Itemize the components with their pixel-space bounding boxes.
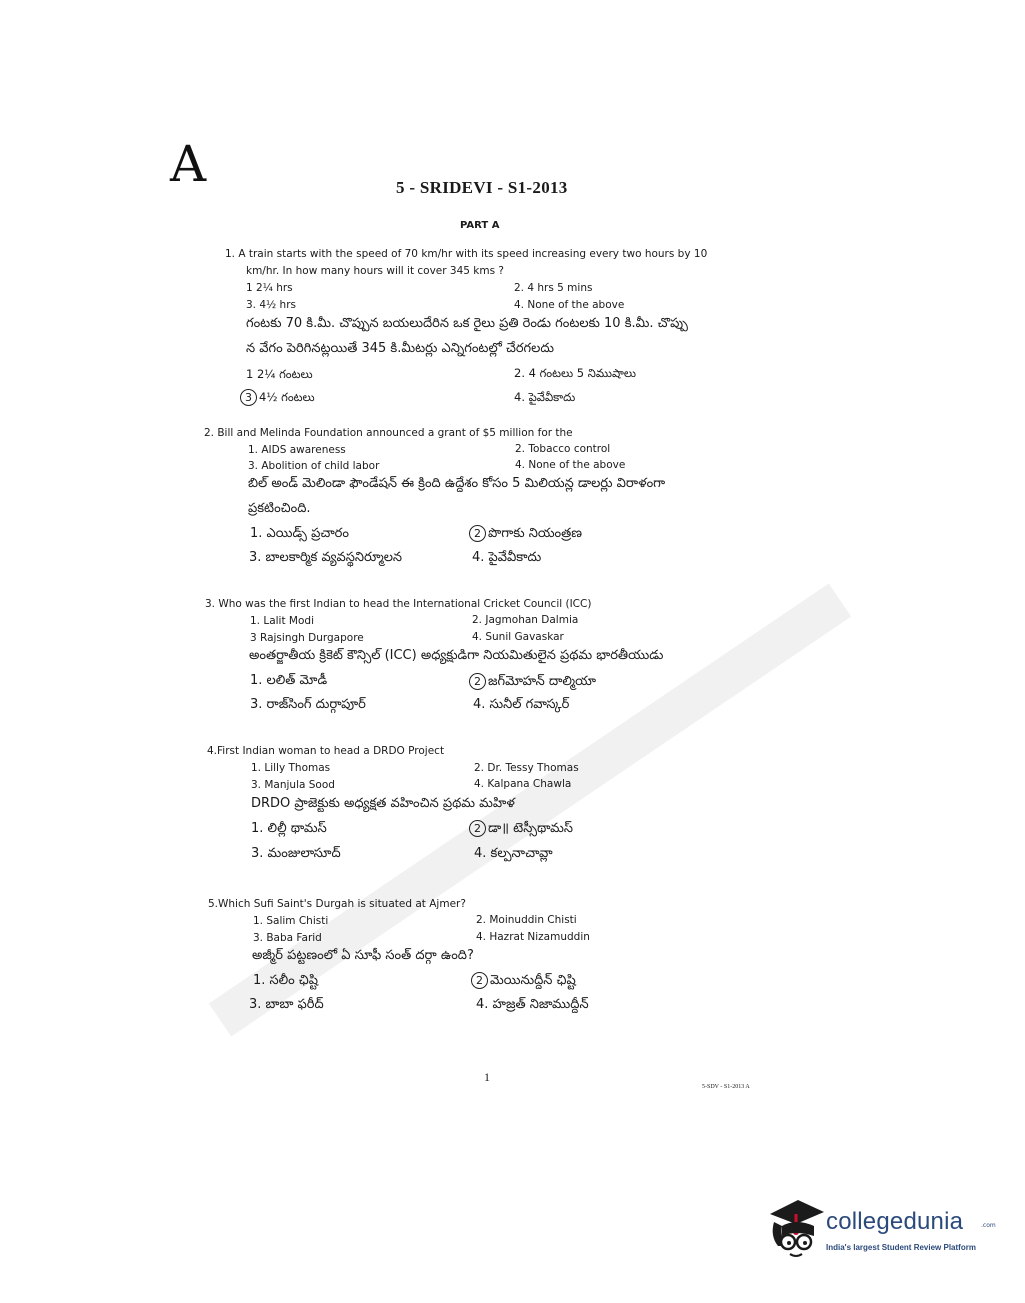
q1-telugu-option-4: 4. పైవేవీకాదు [514, 390, 576, 404]
q3-option-2: 2. Jagmohan Dalmia [472, 614, 579, 626]
part-heading: PART A [460, 220, 500, 231]
q4-option-4: 4. Kalpana Chawla [474, 778, 572, 790]
q4-telugu-option-4: 4. కల్పనాచావ్లా [474, 846, 553, 861]
q3-telugu-text: అంతర్జాతీయ క్రికెట్ కౌన్సిల్ (ICC) అధ్యక్షుడిగా నియమితులైన ప్రథమ భారతీయుడు [249, 648, 664, 663]
q4-telugu-option-1: 1. లిల్లీ థామస్ [251, 821, 327, 836]
q5-option-3: 3. Baba Farid [253, 932, 322, 944]
q4-option-3: 3. Manjula Sood [251, 779, 335, 791]
q4-option-1: 1. Lilly Thomas [251, 762, 331, 774]
q5-option-4: 4. Hazrat Nizamuddin [476, 931, 590, 943]
q1-telugu-option-3-answer [240, 389, 315, 407]
question-4-text: 4.First Indian woman to head a DRDO Project [207, 745, 445, 757]
q2-option-2: 2. Tobacco control [515, 443, 611, 455]
q4-telugu-text: DRDO ప్రాజెక్టుకు అధ్యక్షత వహించిన ప్రథమ మహిళ [251, 796, 515, 811]
page-number: 1 [484, 1070, 490, 1084]
q2-telugu-option-4: 4. పైవేవీకాదు [472, 550, 542, 565]
q1-telugu-option-3-label: 4½ గంటలు [259, 390, 315, 404]
q4-option-2: 2. Dr. Tessy Thomas [474, 762, 579, 774]
question-5-text: 5.Which Sufi Saint's Durgah is situated at Ajmer? [208, 898, 466, 910]
q2-telugu-option-2-answer [469, 525, 582, 544]
question-1-text: 1. A train starts with the speed of 70 km/hr with its speed increasing every two hours by 10 [225, 248, 708, 260]
q1-telugu-option-2: 2. 4 గంటలు 5 నిముషాలు [514, 366, 636, 380]
q4-telugu-option-2-label: డా॥ టెస్సీథామస్ [488, 821, 574, 836]
q3-telugu-option-2-answer [469, 673, 596, 692]
q1-option-4: 4. None of the above [514, 299, 625, 311]
q5-option-2: 2. Moinuddin Chisti [476, 914, 577, 926]
q2-telugu-text: బిల్ అండ్ మెలిండా ఫౌండేషన్ ఈ క్రింది ఉద్దేశం కోసం 5 మిలియన్ల డాలర్లు విరాళంగా [248, 476, 666, 491]
q3-telugu-option-2-label: జగ్‌మోహన్ దాల్మియా [488, 674, 596, 689]
q4-telugu-option-2-answer [469, 820, 573, 839]
q5-option-1: 1. Salim Chisti [253, 915, 329, 927]
q1-telugu-text-cont: న వేగం పెరిగినట్లయితే 345 కి.మీటర్లు ఎన్నిగంటల్లో చేరగలదు [246, 341, 555, 356]
q2-telugu-option-1: 1. ఎయిడ్స్ ప్రచారం [250, 526, 349, 541]
q2-option-1: 1. AIDS awareness [248, 444, 346, 456]
q3-option-4: 4. Sunil Gavaskar [472, 631, 564, 643]
q3-telugu-option-3: 3. రాజ్‌సింగ్ దుర్గాపూర్ [250, 697, 366, 712]
q5-telugu-option-4: 4. హజ్రత్ నిజాముద్దీన్ [476, 997, 589, 1012]
q3-option-1: 1. Lalit Modi [250, 615, 314, 627]
q2-telugu-option-2-label: పొగాకు నియంత్రణ [488, 526, 583, 541]
q2-option-4: 4. None of the above [515, 459, 626, 471]
answer-circle-mark: 2 [469, 525, 486, 542]
q5-telugu-option-2-answer [471, 972, 576, 991]
answer-circle-mark: 2 [471, 972, 488, 989]
q1-option-3: 3. 4½ hrs [246, 299, 296, 311]
answer-circle-mark: 2 [469, 673, 486, 690]
q1-telugu-text: గంటకు 70 కి.మీ. చొప్పున బయలుదేరిన ఒక రైలు ప్రతి రెండు గంటలకు 10 కి.మీ. చొప్పు [246, 316, 688, 331]
collegedunia-mascot-icon [766, 1196, 826, 1264]
collegedunia-brand-suffix: .com [981, 1222, 996, 1229]
q1-option-2: 2. 4 hrs 5 mins [514, 282, 593, 294]
q1-telugu-option-1: 1 2¼ గంటలు [246, 367, 313, 381]
q2-option-3: 3. Abolition of child labor [248, 460, 380, 472]
document-code: 5-SDV - S1-2013 A [702, 1084, 750, 1090]
q5-telugu-option-3: 3. బాబా ఫరీద్ [249, 997, 324, 1012]
booklet-code: A [170, 135, 207, 193]
q2-telugu-text-cont: ప్రకటించింది. [248, 501, 311, 516]
question-3-text: 3. Who was the first Indian to head the International Cricket Council (ICC) [205, 598, 592, 610]
question-1-text-cont: km/hr. In how many hours will it cover 345 kms ? [246, 265, 504, 277]
q1-option-1: 1 2¼ hrs [246, 282, 293, 294]
q2-telugu-option-3: 3. బాలకార్మిక వ్యవస్థనిర్మూలన [249, 550, 403, 565]
q5-telugu-option-1: 1. సలీం ఛిష్టి [253, 973, 319, 988]
q3-option-3: 3 Rajsingh Durgapore [250, 632, 364, 644]
q5-telugu-option-2-label: మెయినుద్దీన్ ఛిష్టి [490, 973, 576, 988]
question-2-text: 2. Bill and Melinda Foundation announced a grant of $5 million for the [204, 427, 573, 439]
collegedunia-brand-name: collegedunia [826, 1208, 964, 1235]
q5-telugu-text: అజ్మీర్ పట్టణంలో ఏ సూఫీ సంత్ దర్గా ఉంది? [252, 948, 474, 963]
page-title: 5 - SRIDEVI - S1-2013 [396, 178, 568, 197]
answer-circle-mark: 2 [469, 820, 486, 837]
answer-circle-mark: 3 [240, 389, 257, 406]
collegedunia-tagline: India's largest Student Review Platform [826, 1243, 976, 1252]
q4-telugu-option-3: 3. మంజులాసూద్ [251, 846, 341, 861]
q3-telugu-option-1: 1. లలిత్ మోడీ [250, 673, 328, 688]
q3-telugu-option-4: 4. సునీల్ గవాస్కర్ [473, 697, 570, 712]
